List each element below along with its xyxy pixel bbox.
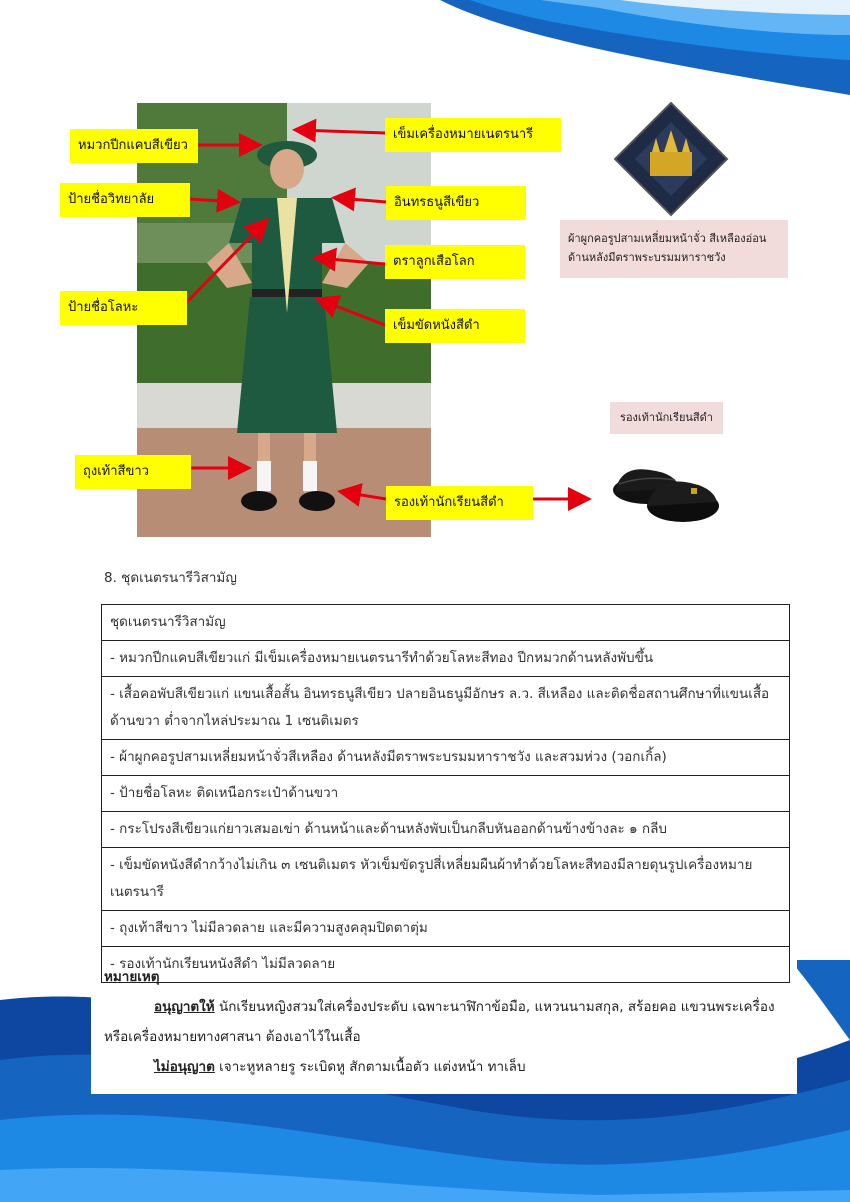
table-row — [102, 677, 790, 740]
label-epaulette: อินทรธนูสีเขียว — [386, 186, 526, 220]
table-row — [102, 776, 790, 812]
notes-forbidden — [104, 1052, 784, 1082]
table-cell: - หมวกปีกแคบสีเขียวแก่ มีเข็มเครื่องหมายเนตรนารีทำด้วยโลหะสีทอง ปีกหมวกด้านหลังพับขึ้น — [102, 641, 790, 677]
label-badge-pin: เข็มเครื่องหมายเนตรนารี — [385, 118, 561, 152]
forbidden-label: ไม่อนุญาต — [154, 1059, 215, 1075]
label-socks: ถุงเท้าสีขาว — [75, 455, 191, 489]
table-cell: - ถุงเท้าสีขาว ไม่มีลวดลาย และมีความสูงคลุมปิดตาตุ่ม — [102, 911, 790, 947]
label-metal-tag: ป้ายชื่อโลหะ — [60, 291, 187, 325]
label-shoes: รองเท้านักเรียนสีดำ — [386, 486, 533, 520]
label-world-badge: ตราลูกเสือโลก — [385, 245, 525, 279]
allowed-label: อนุญาตให้ — [154, 999, 215, 1015]
label-college-tag: ป้ายชื่อวิทยาลัย — [60, 183, 190, 217]
table-row — [102, 911, 790, 947]
table-cell: - กระโปรงสีเขียวแก่ยาวเสมอเข่า ด้านหน้าและด้านหลังพับเป็นกลีบหันออกด้านข้างข้างละ ๑ กลีบ — [102, 812, 790, 848]
section-title: 8. ชุดเนตรนารีวิสามัญ — [104, 570, 237, 586]
table-header-cell: ชุดเนตรนารีวิสามัญ — [102, 605, 790, 641]
table-cell: - ป้ายชื่อโลหะ ติดเหนือกระเป๋าด้านขวา — [102, 776, 790, 812]
table-row — [102, 641, 790, 677]
uniform-table — [101, 604, 790, 983]
scarf-emblem-image — [612, 100, 730, 218]
allowed-text: นักเรียนหญิงสวมใส่เครื่องประดับ เฉพาะนาฬิกาข้อมือ, แหวนนามสกุล, สร้อยคอ แขวนพระเครื่อง หรือเครื่องหมายทางศาสนา ต้องเอาไว้ในเสื้อ — [104, 999, 775, 1045]
table-cell: - เสื้อคอพับสีเขียวแก่ แขนเสื้อสั้น อินทรธนูสีเขียว ปลายอินธนูมีอักษร ล.ว. สีเหลือง และติดชื่อสถานศึกษาที่แขนเสื้อด้านขวา ต่ำจากไหล่ประมาณ 1 เซนติเมตร — [102, 677, 790, 740]
scarf-description: ผ้าผูกคอรูปสามเหลี่ยมหน้าจั่ว สีเหลืองอ่อน ด้านหลังมีตราพระบรมมหาราชวัง — [560, 220, 788, 278]
table-row — [102, 848, 790, 911]
label-belt: เข็มขัดหนังสีดำ — [385, 309, 525, 343]
forbidden-text: เจาะหูหลายรู ระเบิดหู สักตามเนื้อตัว แต่งหน้า ทาเล็บ — [214, 1059, 526, 1075]
table-cell: - เข็มขัดหนังสีดำกว้างไม่เกิน ๓ เซนติเมตร หัวเข็มขัดรูปสี่เหลี่ยมผืนผ้าทำด้วยโลหะสีทองมีลายดุนรูปเครื่องหมายเนตรนารี — [102, 848, 790, 911]
notes-allowed — [104, 992, 784, 1052]
table-cell: - รองเท้านักเรียนหนังสีดำ ไม่มีลวดลาย — [102, 947, 790, 983]
table-row — [102, 812, 790, 848]
notes-heading: หมายเหตุ — [104, 969, 160, 985]
notes-section — [104, 962, 784, 1082]
table-row — [102, 605, 790, 641]
label-cap: หมวกปีกแคบสีเขียว — [70, 129, 198, 163]
school-shoes-image — [605, 440, 725, 530]
table-cell: - ผ้าผูกคอรูปสามเหลี่ยมหน้าจั่วสีเหลือง ด้านหลังมีตราพระบรมมหาราชวัง และสวมห่วง (วอกเกิ้ล) — [102, 740, 790, 776]
table-row — [102, 740, 790, 776]
shoes-caption: รองเท้านักเรียนสีดำ — [610, 402, 723, 434]
